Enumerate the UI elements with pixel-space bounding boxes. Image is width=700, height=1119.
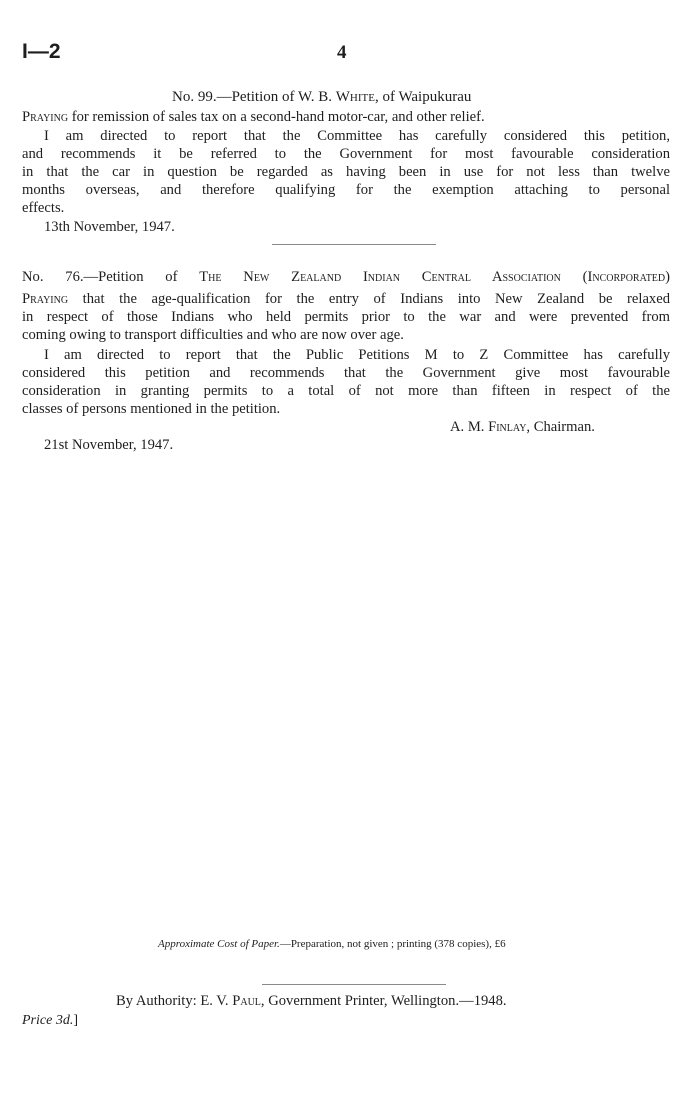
petition-99-praying xyxy=(22,108,670,126)
petition-76-praying xyxy=(22,290,670,308)
cost-label: Approximate Cost of Paper. xyxy=(158,938,280,950)
cost-text: —Preparation, not given ; printing (378 copies), £6 xyxy=(279,938,506,950)
authority-prefix: By Authority: E. V. xyxy=(116,993,233,1009)
cost-of-paper-note xyxy=(158,938,506,950)
petition-99-report-line: I am directed to report that the Committee has carefully considered this petition, xyxy=(44,128,670,144)
petition-99-heading-suffix: , of Waipukurau xyxy=(374,89,472,105)
praying-text: that the age-qualification for the entry of Indians into New Zealand be relaxed xyxy=(68,291,670,307)
page-reference: I—2 xyxy=(22,40,61,63)
price-label: Price 3d. xyxy=(22,1013,74,1028)
petition-99-date: 13th November, 1947. xyxy=(44,219,175,235)
petition-99-report-line: months overseas, and therefore qualifying for the exemption attaching to personal xyxy=(22,182,670,198)
authority-suffix: , Government Printer, Wellington.—1948. xyxy=(260,993,507,1009)
petition-76-heading xyxy=(22,268,670,286)
printer-name: Paul xyxy=(232,993,261,1009)
price-bracket: ] xyxy=(73,1013,78,1028)
praying-word: Praying xyxy=(22,291,69,307)
petition-76-report-line: classes of persons mentioned in the petition. xyxy=(22,401,281,417)
price-note xyxy=(22,1013,78,1029)
petition-76-praying-line: in respect of those Indians who held permits prior to the war and were prevented from xyxy=(22,309,670,325)
petition-99-report-line: in that the car in question be regarded as having been in use for not less than twelve xyxy=(22,164,670,180)
petition-99-report-line: and recommends it be referred to the Government for most favourable consideration xyxy=(22,146,670,162)
petition-76-report-line: I am directed to report that the Public Petitions M to Z Committee has carefully xyxy=(44,347,670,363)
petition-99-heading-prefix: No. 99.—Petition of W. B. xyxy=(172,89,336,105)
printer-authority xyxy=(116,993,507,1010)
petition-99-report-line: effects. xyxy=(22,200,65,216)
petition-76-date: 21st November, 1947. xyxy=(44,437,174,453)
footer-divider xyxy=(262,984,446,985)
petition-76-heading-prefix: No. 76.—Petition of xyxy=(22,269,200,285)
chairman-title: , Chairman. xyxy=(526,419,595,435)
page-number: 4 xyxy=(337,42,347,63)
section-divider xyxy=(272,244,436,245)
petition-99-heading xyxy=(172,89,471,106)
petition-76-report-line: considered this petition and recommends that the Government give most favourable xyxy=(22,365,670,381)
chairman-name: A. M. Finlay xyxy=(450,419,527,435)
chairman-signature xyxy=(450,418,595,436)
petitioner-name: White xyxy=(335,89,375,105)
praying-text: for remission of sales tax on a second-hand motor-car, and other relief. xyxy=(68,109,485,125)
petition-76-praying-line: coming owing to transport difficulties and who are now over age. xyxy=(22,327,404,343)
petitioner-name: The New Zealand Indian Central Association (Incorporated) xyxy=(199,269,670,285)
praying-word: Praying xyxy=(22,109,69,125)
petition-76-report-line: consideration in granting permits to a total of not more than fifteen in respect of the xyxy=(22,383,670,399)
